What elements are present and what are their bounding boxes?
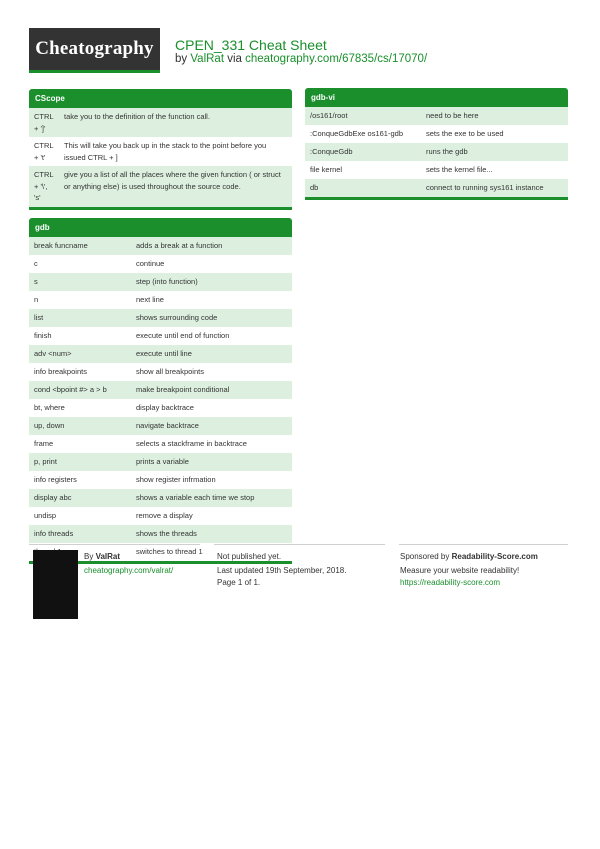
command-cell: bt, where [34,403,65,412]
footer-updated: Last updated 19th September, 2018. [217,566,347,575]
command-cell: c [34,259,38,268]
footer-published: Not published yet. [217,552,282,561]
table-row [29,453,292,471]
table-row [29,137,292,166]
table-row [29,399,292,417]
table-row [29,417,292,435]
section-title: CScope [29,89,292,108]
description-cell: sets the kernel file... [426,165,493,174]
sponsor-prefix: Sponsored by [400,552,450,561]
description-cell: navigate backtrace [136,421,199,430]
command-cell: file kernel [310,165,343,174]
table-row [29,471,292,489]
description-cell: take you to the definition of the function call. [64,112,210,121]
sheet-title: CPEN_331 Cheat Sheet [175,37,327,53]
table-row [305,161,568,179]
byline [175,53,427,65]
cscope-rows [29,108,292,207]
section-title: gdb [29,218,292,237]
sponsor-tagline: Measure your website readability! [400,566,520,575]
table-row [29,435,292,453]
command-cell: cond <bpoint #> a > b [34,385,107,394]
command-cell: info breakpoints [34,367,87,376]
table-row [305,107,568,125]
command-cell: undisp [34,511,57,520]
section-title: gdb-vi [305,88,568,107]
description-cell: show all breakpoints [136,367,204,376]
author-avatar[interactable] [33,550,78,619]
table-row [29,237,292,255]
description-cell: next line [136,295,164,304]
command-cell: CTRL + 't' [34,141,54,162]
footer-page: Page 1 of 1. [217,578,261,587]
table-row [305,143,568,161]
author-link[interactable]: ValRat [190,53,225,65]
command-cell: db [310,183,319,192]
footer-author [84,552,120,561]
command-cell: /os161/root [310,111,348,120]
sponsor-url-link[interactable]: https://readability-score.com [400,578,501,587]
table-row [29,345,292,363]
description-cell: make breakpoint conditional [136,385,230,394]
table-row [29,166,292,207]
description-cell: shows the threads [136,529,197,538]
command-cell: n [34,295,39,304]
table-row [29,327,292,345]
command-cell: CTRL + ']' [34,112,54,133]
footer-divider [29,544,200,545]
footer-sponsor [400,552,538,561]
description-cell: shows a variable each time we stop [136,493,255,502]
command-cell: frame [34,439,54,448]
footer-author-url[interactable]: cheatography.com/valrat/ [84,566,174,575]
description-cell: give you a list of all the places where the given function ( or struct or anything else) is used throughout the source code. [64,170,281,191]
table-row [29,363,292,381]
byline-via: via [227,53,242,65]
description-cell: step (into function) [136,277,198,286]
description-cell: continue [136,259,165,268]
description-cell: adds a break at a function [136,241,223,250]
table-row [29,489,292,507]
gdb-vi-section [305,88,568,200]
footer-author-name[interactable]: ValRat [95,552,121,561]
footer-by-label: By [84,552,94,561]
command-cell: up, down [34,421,65,430]
table-row [29,309,292,327]
table-row [29,381,292,399]
command-cell: :ConqueGdbExe os161-gdb [310,129,403,138]
gdb-rows [29,237,292,561]
description-cell: need to be here [426,111,479,120]
command-cell: display abc [34,493,72,502]
command-cell: break funcname [34,241,88,250]
table-row [29,507,292,525]
footer-divider [399,544,568,545]
command-cell: info threads [34,529,74,538]
table-row [305,125,568,143]
description-cell: connect to running sys161 instance [426,183,544,192]
gdb-section [29,218,292,564]
sponsor-name[interactable]: Readability-Score.com [451,552,538,561]
table-row [29,291,292,309]
description-cell: sets the exe to be used [426,129,504,138]
description-cell: remove a display [136,511,193,520]
table-row [29,108,292,137]
cscope-section [29,89,292,210]
command-cell: adv <num> [34,349,72,358]
table-row [29,273,292,291]
description-cell: selects a stackframe in backtrace [136,439,247,448]
description-cell: runs the gdb [426,147,468,156]
footer-divider [214,544,385,545]
table-row [29,255,292,273]
description-cell: execute until line [136,349,192,358]
command-cell: s [34,277,38,286]
command-cell: CTRL + '\', 's' [34,170,54,202]
description-cell: prints a variable [136,457,189,466]
description-cell: This will take you back up in the stack to the point before you issued CTRL + ] [64,141,267,162]
description-cell: switches to thread 1 [136,547,203,556]
command-cell: p, print [34,457,57,466]
description-cell: display backtrace [136,403,194,412]
gdb-vi-rows [305,107,568,197]
command-cell: info registers [34,475,77,484]
command-cell: :ConqueGdb [310,147,353,156]
sheet-url-link[interactable]: cheatography.com/67835/cs/17070/ [245,53,428,65]
cheatography-logo[interactable]: Cheatography [29,28,160,73]
command-cell: list [34,313,44,322]
description-cell: execute until end of function [136,331,230,340]
table-row [29,525,292,543]
byline-by: by [175,53,188,65]
description-cell: shows surrounding code [136,313,218,322]
table-row [305,179,568,197]
description-cell: show register infrmation [136,475,216,484]
command-cell: finish [34,331,52,340]
